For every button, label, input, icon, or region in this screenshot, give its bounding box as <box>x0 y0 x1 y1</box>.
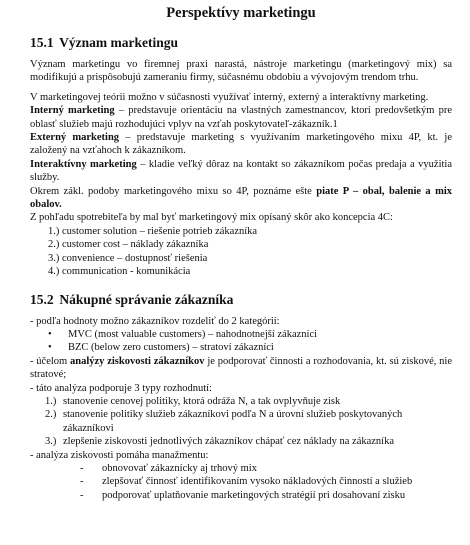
paragraph-typy-rozhodnuti: - táto analýza podporuje 3 typy rozhodnutí: <box>30 382 212 394</box>
bullet-list-kategorie <box>30 328 452 355</box>
list-item: - zlepšovať činnosť identifikovaním vysoko nákladových činností a služieb <box>80 476 413 488</box>
paragraph-interaktivny <box>30 158 452 185</box>
term-analyza-ziskovosti: analýzy ziskovosti zákazníkov <box>70 355 205 367</box>
term-interaktivny: Interaktívny marketing <box>30 158 137 170</box>
section-heading-15-1 <box>30 34 452 51</box>
list-item: • MVC (most valuable customers) – nahodnotnejší zákazníci <box>48 328 318 340</box>
paragraph-4c: Z pohľadu spotrebiteľa by mal byť marketingový mix opísaný skôr ako koncepcia 4C: <box>30 212 393 224</box>
paragraph-piate-p <box>30 185 452 212</box>
section-heading-15-2 <box>30 291 452 308</box>
list-item: 4.) communication - komunikácia <box>48 266 191 278</box>
section-number: 15.2 <box>30 291 54 307</box>
dash-marker: - <box>80 462 84 474</box>
dash-marker: - <box>80 489 84 501</box>
dash-list-manazment <box>30 462 452 502</box>
bullet-icon: • <box>48 342 52 354</box>
list-item: - podporovať uplatňovanie marketingových stratégií pri dosahovaní zisku <box>80 489 406 501</box>
paragraph-vyznam: Význam marketingu vo firemnej praxi narastá, nástroje marketingu (marketingový mix) sa modifikujú a prispôsobujú zameraniu firmy, súčasnému obdobiu a vývojovým trendom trhu. <box>30 59 452 84</box>
list-4c <box>30 225 452 279</box>
term-externy: Externý marketing <box>30 132 120 144</box>
list-item: 3.) convenience – dostupnosť riešenia <box>48 252 208 264</box>
list-item: 1.) customer solution – riešenie potrieb zákazníka <box>48 225 258 237</box>
list-item: 2.) customer cost – náklady zákazníka <box>48 239 209 251</box>
list-rozhodnutia <box>30 395 452 449</box>
def-interny: – predstavuje orientáciu na vlastných zamestnancov, ktorí predovšetkým pre oblasť služieb majú rozhodujúci vplyv na vzťah poskytovateľ-zákazník.1 <box>30 105 452 130</box>
paragraph-externy <box>30 131 452 158</box>
list-item: • BZC (below zero customers) – stratoví zákazníci <box>48 342 274 354</box>
dash-marker: - <box>80 476 84 488</box>
term-interny: Interný marketing <box>30 105 115 117</box>
section-number: 15.1 <box>30 35 54 50</box>
list-item: - obnovovať zákaznícky aj trhový mix <box>80 462 257 474</box>
def-externy: – predstavuje marketing s využívaním marketingového mixu 4P, kt. je založený na vzťahoch k zákazníkom. <box>30 132 452 157</box>
term-piate-p: piate P – obal, balenie a mix obalov. <box>30 185 452 211</box>
section-title: Nákupné správanie zákazníka <box>59 291 234 307</box>
def-interaktivny: – kladie veľký dôraz na kontakt so zákazníkom počas predaja a využitia služby. <box>30 158 452 184</box>
section-title: Význam marketingu <box>59 35 179 50</box>
paragraph-kategorie: - podľa hodnoty možno zákazníkov rozdeliť do 2 kategórií: <box>30 315 280 327</box>
bullet-icon: • <box>48 328 52 340</box>
list-item: 1.) stanovenie cenovej politiky, ktorá odráža N, a tak ovplyvňuje zisk <box>45 395 341 407</box>
paragraph-teoria: V marketingovej teórii možno v súčasnosti využívať interný, externý a interaktívny marketing. <box>30 91 429 103</box>
paragraph-interny <box>30 104 452 131</box>
paragraph-pomaha: - analýza ziskovosti pomáha manažmentu: <box>30 449 209 461</box>
list-item: 2.) stanovenie politiky služieb zákazníkovi podľa N a úrovní služieb poskytovaných zákazníkovi <box>45 409 403 434</box>
document-title: Perspektívy marketingu <box>166 5 316 21</box>
list-item: 3.) zlepšenie ziskovosti jednotlivých zákazníkov chápať cez náklady na zákazníka <box>45 436 395 448</box>
paragraph-ucel: - účelom analýzy ziskovosti zákazníkov je podporovať činnosti a rozhodovania, kt. sú ziskové, nie stratové; <box>30 355 452 381</box>
text-okrem: Okrem zákl. podoby marketingového mixu so 4P, poznáme ešte <box>30 185 317 197</box>
